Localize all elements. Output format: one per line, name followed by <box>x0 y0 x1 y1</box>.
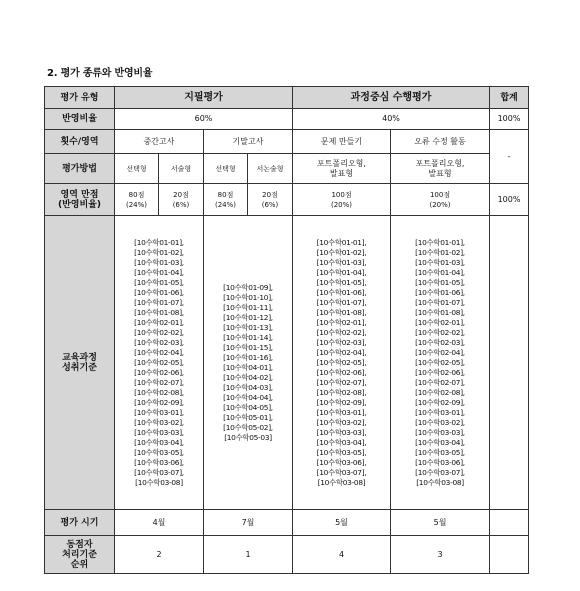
score-fin-essay: 20점 (6%) <box>248 184 293 216</box>
standards-perf2 <box>391 216 490 510</box>
standard-code: [10수학01-14], <box>223 332 273 342</box>
standard-code: [10수학02-06], <box>134 367 184 377</box>
score-mid-select: 80점 (24%) <box>115 184 159 216</box>
standard-code: [10수학01-07], <box>316 297 367 307</box>
standard-code: [10수학03-03], <box>134 427 184 437</box>
standard-code: [10수학02-05], <box>134 357 184 367</box>
header-row <box>45 87 529 109</box>
tie-final: 1 <box>204 536 293 574</box>
standard-code: [10수학01-04], <box>316 267 367 277</box>
timing-total <box>490 510 529 536</box>
standard-code: [10수학01-07], <box>415 297 465 307</box>
standard-code: [10수학04-04], <box>223 392 273 402</box>
standard-code: [10수학03-07], <box>415 467 465 477</box>
method-label: 평가방법 <box>45 154 115 184</box>
standard-code: [10수학03-08] <box>135 477 183 487</box>
type-label: 평가 유형 <box>45 87 115 109</box>
standard-code: [10수학03-02], <box>316 417 367 427</box>
standard-code: [10수학02-06], <box>415 367 465 377</box>
total-label: 합계 <box>490 87 529 109</box>
method-fin-essay: 서논술형 <box>248 154 293 184</box>
standard-code: [10수학01-02], <box>134 247 184 257</box>
standard-code: [10수학02-02], <box>415 327 465 337</box>
standard-code: [10수학03-07], <box>134 467 184 477</box>
timing-label: 평가 시기 <box>45 510 115 536</box>
method-fin-select: 선택형 <box>204 154 248 184</box>
standard-code: [10수학04-05], <box>223 402 273 412</box>
standard-code: [10수학01-09], <box>223 282 273 292</box>
ratio-row <box>45 109 529 130</box>
standard-code: [10수학01-15], <box>223 342 273 352</box>
tie-midterm: 2 <box>115 536 204 574</box>
standard-code: [10수학03-03], <box>316 427 367 437</box>
standard-code: [10수학03-02], <box>415 417 465 427</box>
standard-code: [10수학03-01], <box>134 407 184 417</box>
standard-code: [10수학02-02], <box>134 327 184 337</box>
standard-code: [10수학01-05], <box>134 277 184 287</box>
session-label: 횟수/영역 <box>45 130 115 154</box>
session-perf2: 오류 수정 활동 <box>391 130 490 154</box>
standard-code: [10수학03-01], <box>316 407 367 417</box>
standard-code: [10수학01-04], <box>415 267 465 277</box>
method-perf2: 포트폴리오형, 발표형 <box>391 154 490 184</box>
standard-code: [10수학03-04], <box>316 437 367 447</box>
score-mid-essay: 20점 (6%) <box>159 184 204 216</box>
standard-code: [10수학01-06], <box>316 287 367 297</box>
standard-code: [10수학02-05], <box>316 357 367 367</box>
standard-code: [10수학02-01], <box>415 317 465 327</box>
method-total: - <box>490 130 529 184</box>
tie-row <box>45 536 529 574</box>
standard-code: [10수학01-06], <box>415 287 465 297</box>
score-perf1: 100점 (20%) <box>293 184 391 216</box>
standards-total <box>490 216 529 510</box>
standard-code: [10수학01-03], <box>134 257 184 267</box>
standard-code: [10수학03-02], <box>134 417 184 427</box>
standard-code: [10수학03-05], <box>134 447 184 457</box>
score-label: 영역 만점 (반영비율) <box>45 184 115 216</box>
ratio-written: 60% <box>115 109 293 130</box>
standard-code: [10수학03-06], <box>316 457 367 467</box>
standard-code: [10수학02-03], <box>134 337 184 347</box>
standard-code: [10수학01-10], <box>223 292 273 302</box>
standard-code: [10수학03-05], <box>316 447 367 457</box>
standard-code: [10수학01-08], <box>316 307 367 317</box>
session-row <box>45 130 529 154</box>
session-final: 기말고사 <box>204 130 293 154</box>
standard-code: [10수학01-03], <box>415 257 465 267</box>
standards-final <box>204 216 293 510</box>
tie-label: 동점자 처리기준 순위 <box>45 536 115 574</box>
standard-code: [10수학02-08], <box>415 387 465 397</box>
standard-code: [10수학02-05], <box>415 357 465 367</box>
standard-code: [10수학01-12], <box>223 312 273 322</box>
section-title: 2. 평가 종류와 반영비율 <box>47 68 153 79</box>
score-row <box>45 184 529 216</box>
standard-code: [10수학02-01], <box>316 317 367 327</box>
score-fin-select: 80점 (24%) <box>204 184 248 216</box>
session-midterm: 중간고사 <box>115 130 204 154</box>
standard-code: [10수학02-07], <box>134 377 184 387</box>
method-perf1: 포트폴리오형, 발표형 <box>293 154 391 184</box>
standard-code: [10수학05-02], <box>223 422 273 432</box>
standard-code: [10수학03-08] <box>416 477 464 487</box>
standard-code: [10수학01-04], <box>134 267 184 277</box>
standards-midterm <box>115 216 204 510</box>
standard-code: [10수학04-01], <box>223 362 273 372</box>
session-perf1: 문제 만들기 <box>293 130 391 154</box>
written-label: 지필평가 <box>115 87 293 109</box>
standards-row <box>45 216 529 510</box>
standard-code: [10수학01-05], <box>415 277 465 287</box>
standard-code: [10수학01-01], <box>415 237 465 247</box>
standard-code: [10수학03-07], <box>316 467 367 477</box>
standard-code: [10수학03-01], <box>415 407 465 417</box>
standard-code: [10수학02-09], <box>415 397 465 407</box>
standard-code: [10수학01-07], <box>134 297 184 307</box>
standard-code: [10수학02-06], <box>316 367 367 377</box>
standard-code: [10수학02-02], <box>316 327 367 337</box>
tie-total <box>490 536 529 574</box>
ratio-label: 반영비율 <box>45 109 115 130</box>
standard-code: [10수학03-08] <box>317 477 366 487</box>
standard-code: [10수학02-04], <box>134 347 184 357</box>
evaluation-table <box>44 86 529 574</box>
standard-code: [10수학01-02], <box>316 247 367 257</box>
standard-code: [10수학02-09], <box>316 397 367 407</box>
score-perf2: 100점 (20%) <box>391 184 490 216</box>
standard-code: [10수학02-04], <box>316 347 367 357</box>
standard-code: [10수학02-07], <box>415 377 465 387</box>
standard-code: [10수학01-06], <box>134 287 184 297</box>
standard-code: [10수학01-13], <box>223 322 273 332</box>
standard-code: [10수학04-03], <box>223 382 273 392</box>
standard-code: [10수학02-03], <box>316 337 367 347</box>
standard-code: [10수학01-11], <box>223 302 273 312</box>
ratio-total: 100% <box>490 109 529 130</box>
standard-code: [10수학05-03] <box>224 432 272 442</box>
standard-code: [10수학05-01], <box>223 412 273 422</box>
method-row <box>45 154 529 184</box>
standard-code: [10수학03-04], <box>415 437 465 447</box>
standard-code: [10수학01-16], <box>223 352 273 362</box>
standard-code: [10수학01-08], <box>134 307 184 317</box>
tie-perf2: 3 <box>391 536 490 574</box>
standard-code: [10수학03-06], <box>415 457 465 467</box>
performance-label: 과정중심 수행평가 <box>293 87 490 109</box>
tie-perf1: 4 <box>293 536 391 574</box>
standard-code: [10수학01-03], <box>316 257 367 267</box>
standard-code: [10수학02-04], <box>415 347 465 357</box>
method-mid-select: 선택형 <box>115 154 159 184</box>
score-total: 100% <box>490 184 529 216</box>
standard-code: [10수학02-03], <box>415 337 465 347</box>
standards-label: 교육과정 성취기준 <box>45 216 115 510</box>
timing-midterm: 4월 <box>115 510 204 536</box>
standard-code: [10수학02-01], <box>134 317 184 327</box>
standard-code: [10수학04-02], <box>223 372 273 382</box>
standard-code: [10수학03-04], <box>134 437 184 447</box>
standard-code: [10수학02-09], <box>134 397 184 407</box>
standard-code: [10수학01-08], <box>415 307 465 317</box>
standard-code: [10수학02-07], <box>316 377 367 387</box>
standard-code: [10수학03-05], <box>415 447 465 457</box>
standard-code: [10수학01-02], <box>415 247 465 257</box>
standards-perf1 <box>293 216 391 510</box>
timing-perf1: 5월 <box>293 510 391 536</box>
standard-code: [10수학01-05], <box>316 277 367 287</box>
standard-code: [10수학01-01], <box>316 237 367 247</box>
standard-code: [10수학02-08], <box>316 387 367 397</box>
timing-row <box>45 510 529 536</box>
ratio-performance: 40% <box>293 109 490 130</box>
standard-code: [10수학03-06], <box>134 457 184 467</box>
timing-final: 7월 <box>204 510 293 536</box>
method-mid-essay: 서술형 <box>159 154 204 184</box>
standard-code: [10수학02-08], <box>134 387 184 397</box>
timing-perf2: 5월 <box>391 510 490 536</box>
standard-code: [10수학01-01], <box>134 237 184 247</box>
standard-code: [10수학03-03], <box>415 427 465 437</box>
